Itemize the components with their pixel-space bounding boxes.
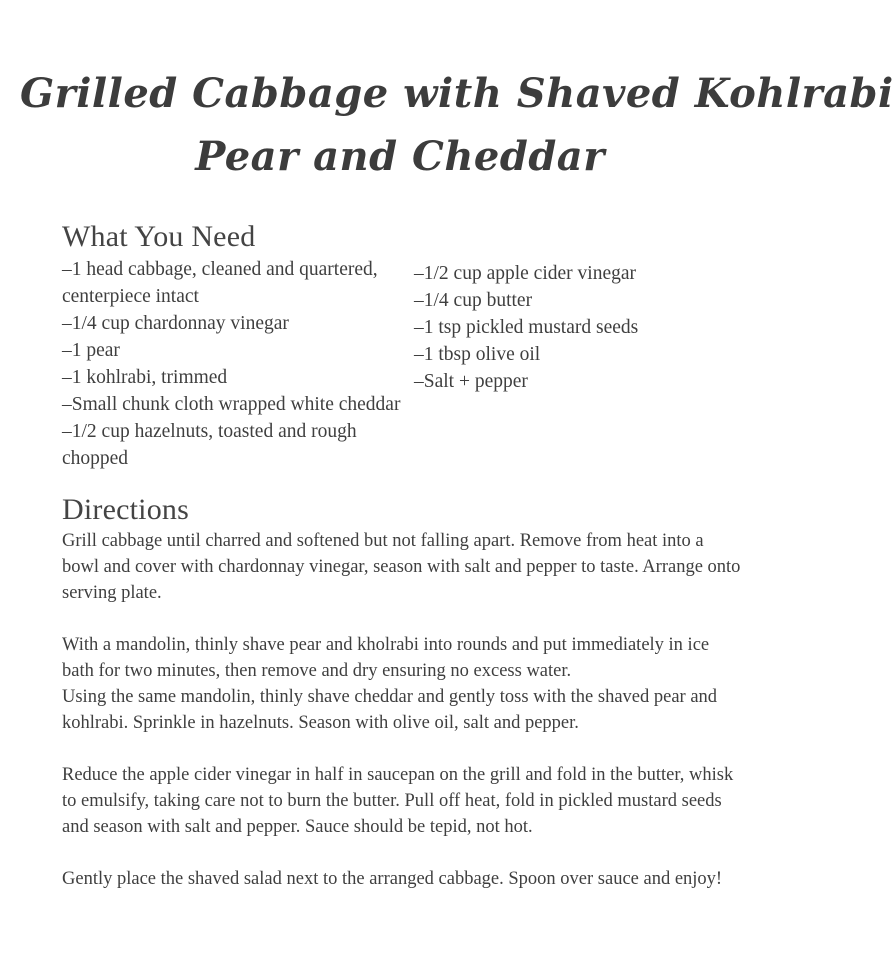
ingredient-item: –1 tbsp olive oil	[414, 344, 541, 365]
ingredient-item: –1/4 cup chardonnay vinegar	[62, 313, 289, 334]
directions-body	[62, 528, 742, 892]
ingredient-item: –Small chunk cloth wrapped white cheddar	[62, 394, 401, 415]
direction-paragraph: Using the same mandolin, thinly shave cheddar and gently toss with the shaved pear and kohlrabi. Sprinkle in hazelnuts. Season with olive oil, salt and pepper.	[62, 687, 718, 733]
ingredient-item: –1 pear	[62, 340, 120, 361]
recipe-title-line-2: Pear and Cheddar	[195, 133, 605, 180]
ingredient-item: –1 head cabbage, cleaned and quartered, centerpiece intact	[62, 259, 378, 307]
ingredients-list-left	[62, 256, 407, 472]
ingredient-item: –1 kohlrabi, trimmed	[62, 367, 228, 388]
ingredient-item: –1/2 cup apple cider vinegar	[414, 263, 636, 284]
direction-paragraph: Grill cabbage until charred and softened but not falling apart. Remove from heat into a bowl and cover with chardonnay vinegar, season with salt and pepper to taste. Arrange onto serving plate.	[62, 531, 741, 603]
ingredient-item: –1/2 cup hazelnuts, toasted and rough chopped	[62, 421, 357, 469]
ingredients-list-right	[414, 260, 754, 395]
ingredient-item: –Salt + pepper	[414, 371, 528, 392]
ingredient-item: –1 tsp pickled mustard seeds	[414, 317, 639, 338]
recipe-title-line-1: Grilled Cabbage with Shaved Kohlrabi	[20, 70, 894, 117]
ingredient-item: –1/4 cup butter	[414, 290, 533, 311]
directions-heading: Directions	[62, 493, 189, 526]
direction-paragraph: Reduce the apple cider vinegar in half in saucepan on the grill and fold in the butter, whisk to emulsify, taking care not to burn the butter. Pull off heat, fold in pickled mustard seeds and season with salt and pepper. Sauce should be tepid, not hot.	[62, 765, 734, 837]
direction-paragraph: With a mandolin, thinly shave pear and kholrabi into rounds and put immediately in ice bath for two minutes, then remove and dry ensuring no excess water.	[62, 635, 710, 681]
direction-paragraph: Gently place the shaved salad next to the arranged cabbage. Spoon over sauce and enjoy!	[62, 869, 723, 889]
ingredients-heading: What You Need	[62, 220, 256, 253]
